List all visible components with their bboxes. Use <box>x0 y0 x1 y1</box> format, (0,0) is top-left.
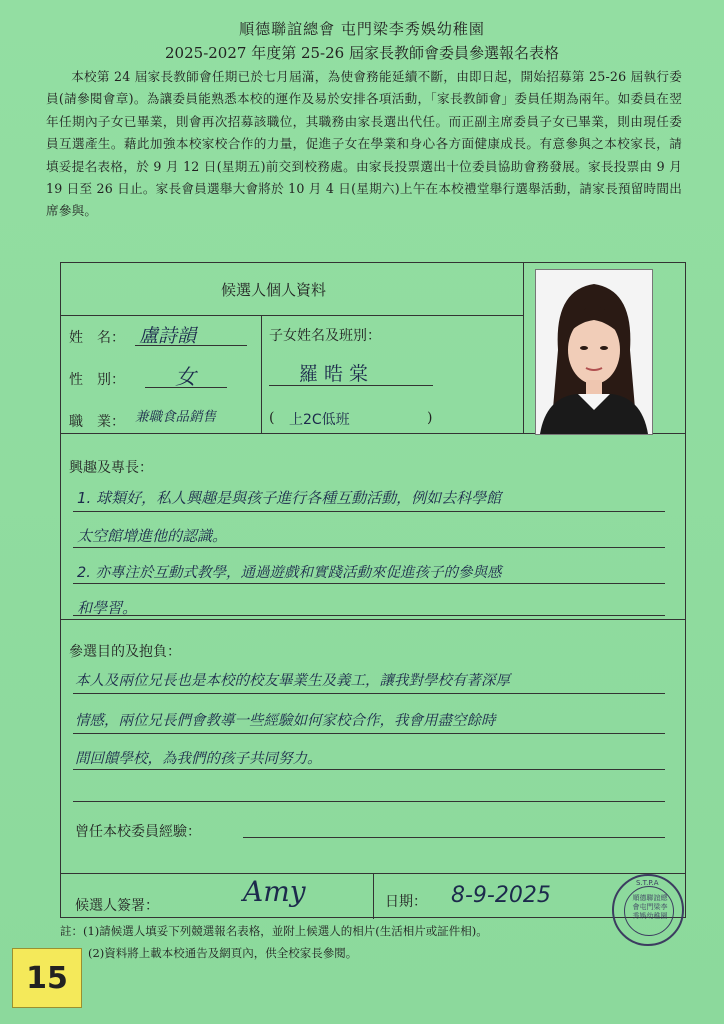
stamp-center-text: 順德聯誼總會屯門梁李秀娛幼稚園 <box>632 894 668 920</box>
interests-line-3[interactable]: 2. 亦專注於互動式教學，通過遊戲和實踐活動來促進孩子的參與感 <box>77 565 502 581</box>
divider <box>373 873 374 919</box>
intro-paragraph <box>46 66 682 223</box>
job-value[interactable]: 兼職食品銷售 <box>135 409 216 425</box>
divider <box>261 315 262 433</box>
signature[interactable]: Amy <box>243 875 306 908</box>
gender-label: 性 別： <box>69 372 125 388</box>
divider <box>61 619 685 620</box>
write-line <box>73 693 665 694</box>
child-name[interactable]: 羅晧棠 <box>299 363 375 385</box>
goal-line-1[interactable]: 本人及兩位兄長也是本校的校友畢業生及義工，讓我對學校有著深厚 <box>75 673 510 689</box>
goal-label: 參選目的及抱負： <box>69 644 181 660</box>
interests-line-1[interactable]: 1. 球類好，私人興趣是與孩子進行各種互動活動，例如去科學館 <box>77 489 502 507</box>
school-name: 順德聯誼總會 屯門梁李秀娛幼稚園 <box>239 20 485 38</box>
footnotes <box>60 920 488 964</box>
write-line <box>73 511 665 512</box>
write-line <box>243 837 665 838</box>
write-line <box>73 547 665 548</box>
candidate-form <box>60 262 686 918</box>
name-value[interactable]: 盧詩韻 <box>139 325 197 347</box>
divider <box>61 315 523 316</box>
section-title: 候選人個人資料 <box>221 281 327 299</box>
candidate-photo <box>535 269 653 435</box>
child-label: 子女姓名及班別： <box>269 328 381 344</box>
date-value[interactable]: 8-9-2025 <box>451 883 551 908</box>
write-line <box>73 801 665 802</box>
goal-line-2[interactable]: 情感，兩位兄長們會教導一些經驗如何家校合作，我會用盡空餘時 <box>75 713 496 729</box>
name-label: 姓 名： <box>69 330 125 346</box>
write-line <box>73 769 665 770</box>
class-open-paren: ( <box>269 410 275 426</box>
write-line <box>73 583 665 584</box>
page-number-tag: 15 <box>12 948 82 1008</box>
job-label: 職 業： <box>69 414 125 430</box>
portrait-image <box>536 270 652 434</box>
interests-line-4[interactable]: 和學習。 <box>77 599 138 617</box>
child-class[interactable]: 上2C低班 <box>289 412 350 428</box>
intro-text: 本校第 24 屆家長教師會任期已於七月屆滿，為使會務能延續不斷，由即日起，開始招募第 25-26 屆執行委員(請參閱會章)。為讓委員能熟悉本校的運作及易於安排各項活動，「家長教師會」委員任期為兩年。如委員在翌年任期內子女已畢業，則會再次招募該職位，其職務由家長選出代任。而正副主席委員子女已畢業，則由現任委員互選產生。藉此加強本校家校合作的力量，促進子女在學業和身心各方面健康成長。有意參與之本校家長，請填妥提名表格，於 9 月 12 日(星期五)前交到校務處。由家長投票選出十位委員協助會務發展。家長投票由 9 月 19 日至 26 日止。家長會員選舉大會將於 10 月 4 日(星期六)上午在本校禮堂舉行選舉活動，請家長預留時間出席參與。 <box>46 69 682 219</box>
write-line <box>73 733 665 734</box>
goal-line-3[interactable]: 間回饋學校，為我們的孩子共同努力。 <box>75 751 322 767</box>
divider <box>523 263 524 433</box>
interests-line-2[interactable]: 太空館增進他的認識。 <box>77 527 228 545</box>
interests-label: 興趣及專長： <box>69 460 153 476</box>
signature-label: 候選人簽署： <box>75 898 159 914</box>
class-close-paren: ) <box>427 410 433 426</box>
child-name-underline <box>269 385 433 386</box>
stamp-top-text: S.T.P.A <box>636 879 659 887</box>
name-underline <box>135 345 247 346</box>
write-line <box>73 615 665 616</box>
gender-underline <box>145 387 227 388</box>
form-title: 2025-2027 年度第 25-26 屆家長教師會委員參選報名表格 <box>165 44 559 62</box>
footnote-1: 註：(1)請候選人填妥下列競選報名表格，並附上候選人的相片(生活相片或証件相)。 <box>60 924 488 938</box>
footnote-2: (2)資料將上載本校通告及網頁內，供全校家長參閱。 <box>88 946 358 960</box>
date-label: 日期： <box>385 894 427 910</box>
past-experience-label: 曾任本校委員經驗： <box>75 824 201 840</box>
school-stamp <box>612 874 684 946</box>
gender-value[interactable]: 女 <box>175 365 196 389</box>
